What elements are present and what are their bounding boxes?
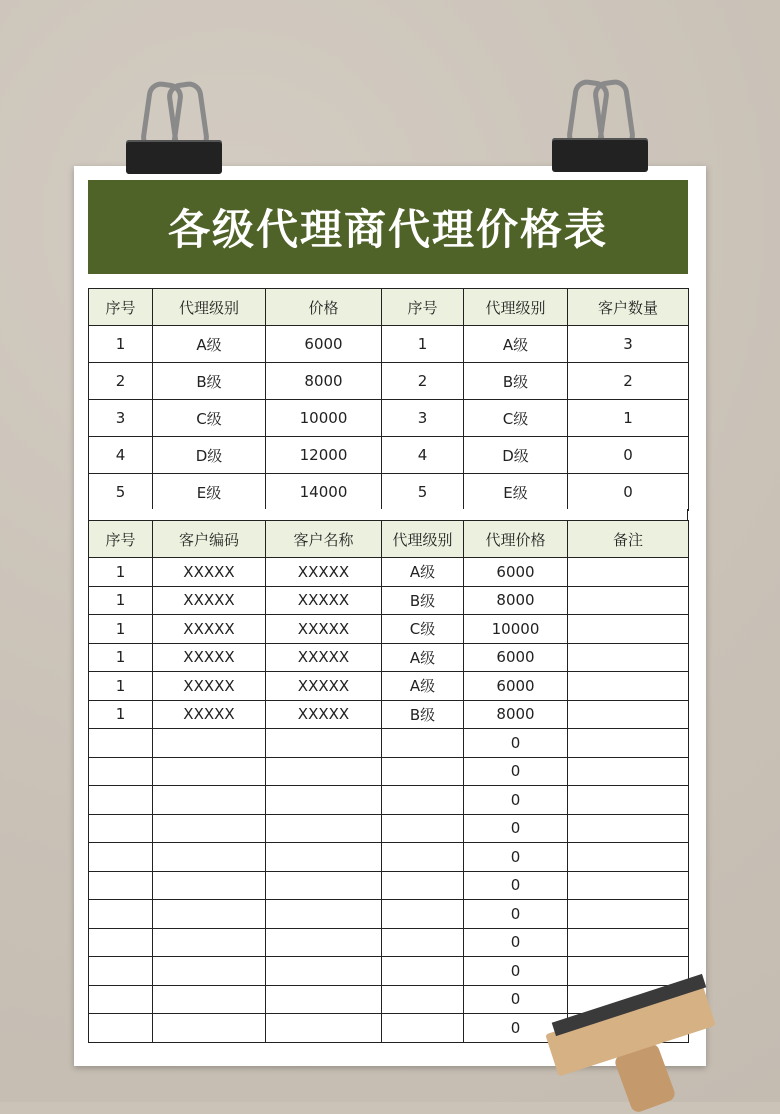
table-cell: 12000 <box>266 437 382 474</box>
table-header-row <box>89 289 689 326</box>
table-cell: XXXXX <box>153 586 266 615</box>
table-row <box>89 843 689 872</box>
table-cell <box>89 729 153 758</box>
table-cell: C级 <box>464 400 568 437</box>
table-cell <box>568 586 689 615</box>
table-cell <box>568 900 689 929</box>
table-cell <box>153 900 266 929</box>
table-cell <box>89 786 153 815</box>
table-cell <box>153 786 266 815</box>
table-cell <box>153 1014 266 1043</box>
table-cell: XXXXX <box>266 558 382 587</box>
table-cell <box>382 928 464 957</box>
table-cell: 1 <box>89 615 153 644</box>
table-cell <box>266 757 382 786</box>
table-cell: D级 <box>153 437 266 474</box>
table-cell: 4 <box>382 437 464 474</box>
table-row <box>89 786 689 815</box>
table-cell: C级 <box>153 400 266 437</box>
table-cell <box>382 957 464 986</box>
table-cell <box>568 814 689 843</box>
table-cell: XXXXX <box>153 615 266 644</box>
table-header-row <box>89 521 689 558</box>
table-row <box>89 700 689 729</box>
table-cell: 10000 <box>266 400 382 437</box>
table-cell <box>568 672 689 701</box>
table-cell <box>266 900 382 929</box>
table-cell <box>89 843 153 872</box>
table-cell <box>568 843 689 872</box>
table-cell: XXXXX <box>153 700 266 729</box>
table-cell: 0 <box>464 729 568 758</box>
table-cell <box>382 900 464 929</box>
table-cell: 5 <box>382 474 464 511</box>
table-row <box>89 400 689 437</box>
table-cell: 1 <box>89 586 153 615</box>
table-cell: D级 <box>464 437 568 474</box>
customer-table <box>88 520 689 1043</box>
table-cell <box>266 729 382 758</box>
table-cell: 1 <box>89 672 153 701</box>
table-cell: B级 <box>464 363 568 400</box>
table-cell: 0 <box>464 900 568 929</box>
table-cell <box>89 757 153 786</box>
table-cell: 0 <box>464 1014 568 1043</box>
table-cell <box>89 957 153 986</box>
table-cell <box>153 814 266 843</box>
table-cell: XXXXX <box>266 700 382 729</box>
table-row <box>89 326 689 363</box>
table-cell <box>89 1014 153 1043</box>
table-cell <box>153 957 266 986</box>
table-cell <box>568 957 689 986</box>
column-header: 代理级别 <box>464 289 568 326</box>
table-cell: 2 <box>382 363 464 400</box>
table-cell: 0 <box>464 786 568 815</box>
table-cell: 6000 <box>464 558 568 587</box>
table-cell: 0 <box>568 437 689 474</box>
binder-clip-left <box>126 82 222 192</box>
table-row <box>89 437 689 474</box>
table-cell: E级 <box>464 474 568 511</box>
table-cell <box>89 928 153 957</box>
table-cell <box>266 985 382 1014</box>
table-row <box>89 757 689 786</box>
table-cell: A级 <box>153 326 266 363</box>
column-header: 序号 <box>89 521 153 558</box>
table-cell: 1 <box>89 326 153 363</box>
table-cell <box>153 757 266 786</box>
table-cell: 1 <box>89 700 153 729</box>
table-cell: 0 <box>464 871 568 900</box>
table-cell <box>382 871 464 900</box>
table-row <box>89 558 689 587</box>
table-cell: 0 <box>568 474 689 511</box>
table-cell: 8000 <box>464 586 568 615</box>
table-cell: C级 <box>382 615 464 644</box>
table-cell <box>89 814 153 843</box>
table-cell <box>382 757 464 786</box>
table-cell: 0 <box>464 957 568 986</box>
table-gap <box>88 509 688 520</box>
table-cell <box>266 928 382 957</box>
table-cell <box>266 786 382 815</box>
table-cell <box>266 843 382 872</box>
table-row <box>89 900 689 929</box>
table-row <box>89 474 689 511</box>
table-cell: 1 <box>568 400 689 437</box>
table-cell: A级 <box>464 326 568 363</box>
table-cell: E级 <box>153 474 266 511</box>
table-cell <box>266 1014 382 1043</box>
table-row <box>89 672 689 701</box>
table-cell: 0 <box>464 928 568 957</box>
column-header: 序号 <box>89 289 153 326</box>
column-header: 代理级别 <box>153 289 266 326</box>
table-cell: 14000 <box>266 474 382 511</box>
table-cell: XXXXX <box>153 643 266 672</box>
column-header: 客户编码 <box>153 521 266 558</box>
table-cell: XXXXX <box>266 586 382 615</box>
table-cell: 0 <box>464 757 568 786</box>
table-cell: 8000 <box>266 363 382 400</box>
table-cell <box>568 757 689 786</box>
table-cell: 3 <box>89 400 153 437</box>
table-cell: XXXXX <box>266 672 382 701</box>
table-cell: XXXXX <box>266 643 382 672</box>
column-header: 价格 <box>266 289 382 326</box>
column-header: 客户数量 <box>568 289 689 326</box>
table-cell <box>568 786 689 815</box>
table-cell: XXXXX <box>153 672 266 701</box>
table-cell: 1 <box>382 326 464 363</box>
title-bar <box>88 180 688 274</box>
wooden-stamp <box>548 988 718 1102</box>
table-cell: 0 <box>464 814 568 843</box>
table-cell: 1 <box>89 643 153 672</box>
table-cell: A级 <box>382 643 464 672</box>
table-cell: B级 <box>382 700 464 729</box>
table-cell: 0 <box>464 985 568 1014</box>
table-row <box>89 814 689 843</box>
table-cell <box>153 843 266 872</box>
table-cell: 4 <box>89 437 153 474</box>
column-header: 代理价格 <box>464 521 568 558</box>
table-cell <box>153 871 266 900</box>
table-cell: B级 <box>382 586 464 615</box>
table-cell: 2 <box>89 363 153 400</box>
table-cell <box>266 814 382 843</box>
table-cell <box>568 615 689 644</box>
table-cell <box>266 871 382 900</box>
table-cell <box>89 985 153 1014</box>
table-row <box>89 928 689 957</box>
table-row <box>89 363 689 400</box>
table-cell <box>382 843 464 872</box>
table-cell <box>568 729 689 758</box>
column-header: 序号 <box>382 289 464 326</box>
table-row <box>89 643 689 672</box>
table-cell <box>266 957 382 986</box>
table-cell: A级 <box>382 558 464 587</box>
column-header: 代理级别 <box>382 521 464 558</box>
table-cell <box>568 700 689 729</box>
table-cell: 10000 <box>464 615 568 644</box>
table-cell: 5 <box>89 474 153 511</box>
page-title: 各级代理商代理价格表 <box>167 205 608 254</box>
table-cell <box>382 786 464 815</box>
table-cell <box>89 900 153 929</box>
table-cell: 6000 <box>464 643 568 672</box>
column-header: 备注 <box>568 521 689 558</box>
table-cell <box>153 985 266 1014</box>
table-cell: 6000 <box>266 326 382 363</box>
table-cell: 2 <box>568 363 689 400</box>
agent-price-table <box>88 288 689 511</box>
table-row <box>89 957 689 986</box>
table-cell <box>568 558 689 587</box>
table-cell <box>153 928 266 957</box>
table-cell <box>89 871 153 900</box>
table-row <box>89 615 689 644</box>
table-cell <box>568 928 689 957</box>
table-cell <box>382 814 464 843</box>
table-row <box>89 871 689 900</box>
table-cell: 1 <box>89 558 153 587</box>
table-cell: XXXXX <box>153 558 266 587</box>
table-cell: B级 <box>153 363 266 400</box>
table-cell <box>382 1014 464 1043</box>
table-row <box>89 586 689 615</box>
table-cell <box>153 729 266 758</box>
table-cell: 0 <box>464 843 568 872</box>
column-header: 客户名称 <box>266 521 382 558</box>
table-cell: XXXXX <box>266 615 382 644</box>
table-row <box>89 729 689 758</box>
table-cell <box>568 643 689 672</box>
table-cell <box>568 871 689 900</box>
table-cell <box>382 729 464 758</box>
binder-clip-right <box>552 80 648 190</box>
table-cell: 3 <box>382 400 464 437</box>
table-cell <box>382 985 464 1014</box>
table-cell: A级 <box>382 672 464 701</box>
table-cell: 3 <box>568 326 689 363</box>
table-cell: 6000 <box>464 672 568 701</box>
table-cell: 8000 <box>464 700 568 729</box>
